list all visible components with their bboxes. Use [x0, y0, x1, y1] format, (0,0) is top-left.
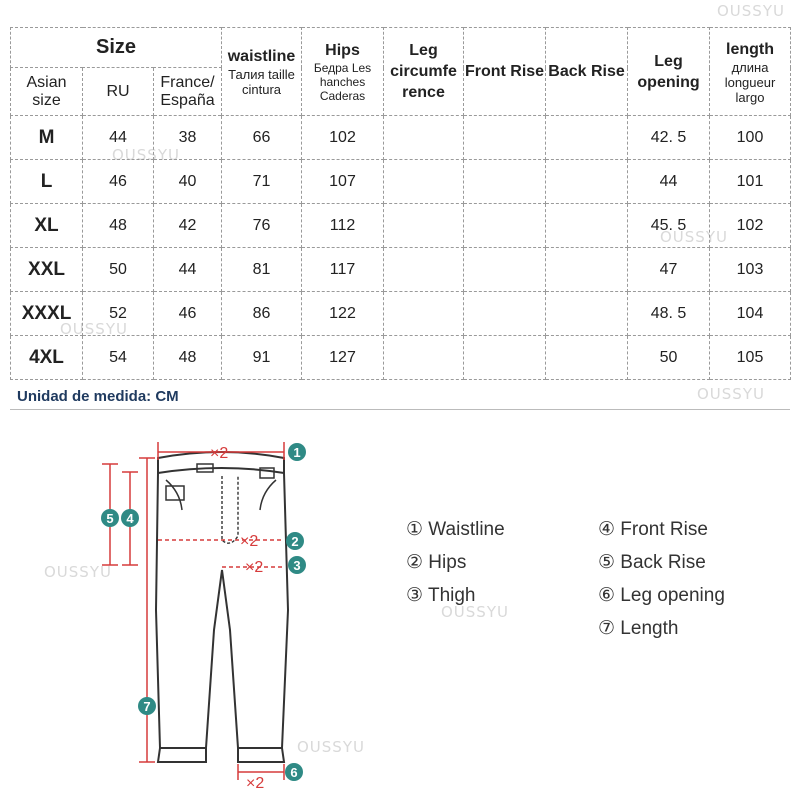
cell-ru: 46 — [83, 160, 154, 204]
cell-size: XL — [11, 204, 83, 248]
size-header: Size — [11, 28, 222, 68]
watermark-diagram-left: OUSSYU — [44, 563, 112, 581]
pants-measurement-diagram — [0, 420, 800, 800]
watermark-top-right: OUSSYU — [717, 2, 785, 20]
cell-waistline: 66 — [222, 116, 302, 160]
section-divider — [10, 409, 790, 410]
pants-outline — [156, 452, 288, 762]
cell-leg-opening: 47 — [628, 248, 710, 292]
watermark-table-xxxl: OUSSYU — [60, 320, 128, 338]
cell-size: L — [11, 160, 83, 204]
marker-3-label: 3 — [293, 558, 301, 573]
col-header-hips: Hips Бедра Les hanches Caderas — [302, 28, 384, 116]
legend-length: ⑦ Length — [598, 618, 679, 639]
cell-ru: 52 — [83, 292, 154, 336]
cell-back-rise — [546, 204, 628, 248]
legend-front-rise: ④ Front Rise — [598, 519, 708, 540]
col-header-waistline: waistline Талия taille cintura — [222, 28, 302, 116]
cell-leg-opening: 42. 5 — [628, 116, 710, 160]
table-row — [11, 116, 791, 160]
table-row — [11, 160, 791, 204]
sub-header-ru: RU — [83, 68, 154, 116]
cell-leg-circumference — [384, 116, 464, 160]
cell-front-rise — [464, 204, 546, 248]
cell-size: XXL — [11, 248, 83, 292]
cell-front-rise — [464, 292, 546, 336]
table-row — [11, 336, 791, 380]
measure-lines — [102, 442, 284, 792]
watermark-table-m: OUSSYU — [112, 146, 180, 164]
cell-france: 40 — [154, 160, 222, 204]
cell-back-rise — [546, 248, 628, 292]
cell-hips: 102 — [302, 116, 384, 160]
col-header-length: length длина longueur largo — [710, 28, 791, 116]
marker-5-label: 5 — [106, 511, 114, 526]
cell-hips: 122 — [302, 292, 384, 336]
cell-leg-circumference — [384, 204, 464, 248]
col-header-leg-circumference: Leg circumfe rence — [384, 28, 464, 116]
cell-leg-circumference — [384, 248, 464, 292]
cell-hips: 112 — [302, 204, 384, 248]
cell-waistline: 91 — [222, 336, 302, 380]
cell-back-rise — [546, 336, 628, 380]
cell-leg-circumference — [384, 160, 464, 204]
cell-france: 38 — [154, 116, 222, 160]
cell-leg-circumference — [384, 292, 464, 336]
cell-length: 102 — [710, 204, 791, 248]
legend-thigh: ③ Thigh — [406, 585, 476, 606]
legend-back-rise: ⑤ Back Rise — [598, 552, 706, 573]
table-row — [11, 292, 791, 336]
col-header-leg-opening: Leg opening — [628, 28, 710, 116]
cell-leg-opening: 50 — [628, 336, 710, 380]
cell-front-rise — [464, 336, 546, 380]
table-row — [11, 248, 791, 292]
cell-hips: 107 — [302, 160, 384, 204]
marker-4-label: 4 — [126, 511, 134, 526]
cell-length: 103 — [710, 248, 791, 292]
marker-7-label: 7 — [143, 699, 151, 714]
cell-ru: 50 — [83, 248, 154, 292]
cell-back-rise — [546, 116, 628, 160]
cell-france: 48 — [154, 336, 222, 380]
legend-waistline: ① Waistline — [406, 519, 505, 540]
cell-length: 105 — [710, 336, 791, 380]
cell-waistline: 81 — [222, 248, 302, 292]
thigh-times-two: ×2 — [245, 559, 264, 576]
marker-1-label: 1 — [293, 445, 301, 460]
cell-front-rise — [464, 248, 546, 292]
measure-markers — [101, 443, 306, 781]
watermark-diagram-bottom: OUSSYU — [297, 738, 365, 756]
sub-header-asian-size: Asian size — [11, 68, 83, 116]
size-chart-table — [10, 27, 791, 380]
cell-size: 4XL — [11, 336, 83, 380]
sub-header-france: France/ España — [154, 68, 222, 116]
cell-front-rise — [464, 116, 546, 160]
table-row — [11, 204, 791, 248]
cell-hips: 127 — [302, 336, 384, 380]
cell-leg-opening: 45. 5 — [628, 204, 710, 248]
cell-back-rise — [546, 292, 628, 336]
marker-6-label: 6 — [290, 765, 298, 780]
cell-size: M — [11, 116, 83, 160]
unit-note: Unidad de medida: CM — [17, 388, 179, 405]
legend-hips: ② Hips — [406, 552, 467, 573]
cell-ru: 44 — [83, 116, 154, 160]
cell-length: 101 — [710, 160, 791, 204]
cell-leg-circumference — [384, 336, 464, 380]
watermark-diagram-mid: OUSSYU — [441, 603, 509, 621]
cell-length: 104 — [710, 292, 791, 336]
cell-hips: 117 — [302, 248, 384, 292]
cell-france: 42 — [154, 204, 222, 248]
hips-times-two: ×2 — [240, 533, 259, 550]
cell-front-rise — [464, 160, 546, 204]
cell-back-rise — [546, 160, 628, 204]
col-header-back-rise: Back Rise — [546, 28, 628, 116]
cell-leg-opening: 48. 5 — [628, 292, 710, 336]
waistline-times-two: ×2 — [210, 445, 229, 462]
cell-waistline: 71 — [222, 160, 302, 204]
cell-france: 44 — [154, 248, 222, 292]
cell-leg-opening: 44 — [628, 160, 710, 204]
marker-2-label: 2 — [291, 534, 299, 549]
cell-ru: 48 — [83, 204, 154, 248]
cell-size: XXXL — [11, 292, 83, 336]
cell-length: 100 — [710, 116, 791, 160]
legend-leg-opening: ⑥ Leg opening — [598, 585, 725, 606]
cell-france: 46 — [154, 292, 222, 336]
watermark-table-xl: OUSSYU — [660, 228, 728, 246]
cell-waistline: 76 — [222, 204, 302, 248]
cell-waistline: 86 — [222, 292, 302, 336]
col-header-front-rise: Front Rise — [464, 28, 546, 116]
leg-opening-times-two: ×2 — [246, 775, 265, 792]
cell-ru: 54 — [83, 336, 154, 380]
watermark-unit-right: OUSSYU — [697, 385, 765, 403]
